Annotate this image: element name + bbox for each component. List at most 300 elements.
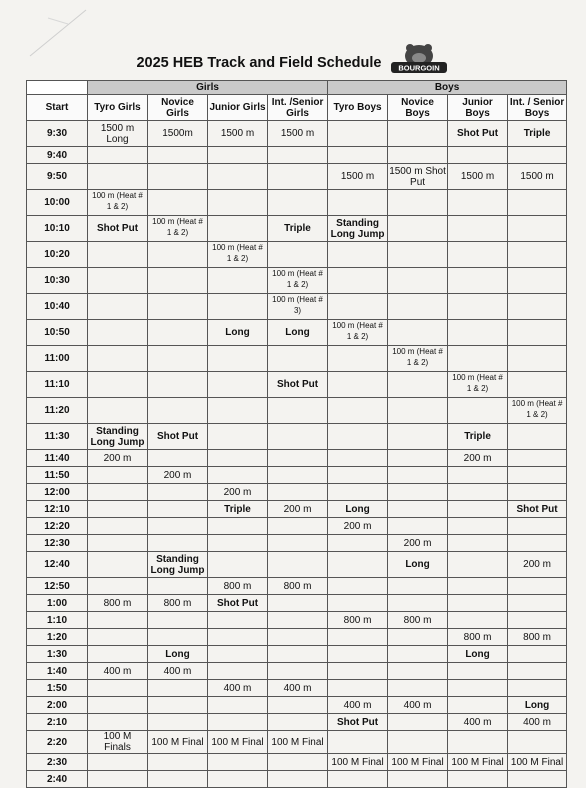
start-time-cell: 11:40 [27,450,88,467]
event-cell [508,372,567,398]
event-cell [448,771,508,788]
event-cell: Long [328,501,388,518]
table-row [27,372,567,398]
event-cell [88,242,148,268]
event-cell [268,612,328,629]
event-cell [508,578,567,595]
event-cell: 100 M Final [268,731,328,754]
start-time-cell: 1:50 [27,680,88,697]
table-row [27,535,567,552]
event-cell [328,242,388,268]
table-row [27,242,567,268]
start-time-cell: 10:20 [27,242,88,268]
start-time-cell: 10:50 [27,320,88,346]
event-cell [208,398,268,424]
event-cell [328,578,388,595]
event-cell [388,771,448,788]
col-novice-girls: Novice Girls [148,95,208,121]
event-cell [448,663,508,680]
start-time-cell: 11:10 [27,372,88,398]
event-cell [508,320,567,346]
event-cell [268,242,328,268]
event-cell: 400 m [208,680,268,697]
event-cell [448,731,508,754]
event-cell: 100 M Final [448,754,508,771]
event-cell [508,771,567,788]
event-cell [328,424,388,450]
start-time-cell: 10:40 [27,294,88,320]
event-cell: 200 m [88,450,148,467]
event-cell [88,346,148,372]
event-cell: 100 m (Heat # 1 & 2) [448,372,508,398]
event-cell [148,164,208,190]
event-cell [148,242,208,268]
event-cell [88,372,148,398]
event-cell [508,646,567,663]
start-time-cell: 1:10 [27,612,88,629]
event-cell: 1500 m Long [88,121,148,147]
event-cell: 1500 m [268,121,328,147]
event-cell [328,467,388,484]
event-cell [328,147,388,164]
event-cell: 100 M Finals [88,731,148,754]
start-time-cell: 1:30 [27,646,88,663]
event-cell [508,147,567,164]
event-cell [388,320,448,346]
event-cell [148,697,208,714]
event-cell [508,484,567,501]
start-time-cell: 2:20 [27,731,88,754]
event-cell [508,242,567,268]
start-time-cell: 2:40 [27,771,88,788]
event-cell [328,294,388,320]
event-cell [148,680,208,697]
event-cell: Long [268,320,328,346]
event-cell: Shot Put [268,372,328,398]
event-cell [208,612,268,629]
event-cell [328,190,388,216]
event-cell [148,578,208,595]
event-cell: 800 m [388,612,448,629]
event-cell: 200 m [508,552,567,578]
event-cell: Shot Put [328,714,388,731]
event-cell: Long [448,646,508,663]
start-time-cell: 12:20 [27,518,88,535]
event-cell [208,164,268,190]
event-cell [448,595,508,612]
event-cell: 400 m [448,714,508,731]
event-cell [208,629,268,646]
table-row [27,518,567,535]
event-cell [388,578,448,595]
table-row [27,680,567,697]
event-cell [268,164,328,190]
start-time-cell: 2:00 [27,697,88,714]
event-cell [328,372,388,398]
start-time-cell: 12:40 [27,552,88,578]
event-cell [328,663,388,680]
title-text: 2025 HEB Track and Field Schedule [136,55,382,71]
start-time-cell: 2:10 [27,714,88,731]
event-cell [448,147,508,164]
event-cell [88,398,148,424]
event-cell [88,467,148,484]
event-cell [448,501,508,518]
event-cell: 200 m [328,518,388,535]
event-cell [388,484,448,501]
event-cell [448,484,508,501]
event-cell [268,754,328,771]
event-cell [208,372,268,398]
schedule-table [26,80,567,788]
event-cell: Shot Put [88,216,148,242]
table-row [27,216,567,242]
event-cell: Long [388,552,448,578]
event-cell [148,294,208,320]
table-row [27,731,567,754]
event-cell: Long [208,320,268,346]
event-cell [148,629,208,646]
event-cell [388,372,448,398]
event-cell [388,714,448,731]
event-cell [208,294,268,320]
event-cell [448,578,508,595]
event-cell [508,450,567,467]
col-int-senior-girls: Int. /Senior Girls [268,95,328,121]
table-row [27,595,567,612]
col-junior-girls: Junior Girls [208,95,268,121]
event-cell [508,663,567,680]
event-cell: 1500 m Shot Put [389,165,446,188]
event-cell [208,346,268,372]
start-time-cell: 9:40 [27,147,88,164]
event-cell [508,346,567,372]
event-cell [208,535,268,552]
event-cell [508,612,567,629]
event-cell: Standing Long Jump [328,216,388,242]
event-cell [88,754,148,771]
event-cell: 100 m (Heat # 1 & 2) [88,190,148,216]
event-cell: 400 m [388,697,448,714]
event-cell [148,501,208,518]
event-cell [148,714,208,731]
table-row [27,164,567,190]
event-cell: 400 m [328,697,388,714]
event-cell: 400 m [268,680,328,697]
start-time-cell: 11:20 [27,398,88,424]
event-cell: 400 m [148,663,208,680]
event-cell [88,518,148,535]
event-cell: 200 m [448,450,508,467]
event-cell [388,398,448,424]
event-cell [448,398,508,424]
event-cell [508,294,567,320]
col-junior-boys: Junior Boys [448,95,508,121]
event-cell: Shot Put [208,595,268,612]
event-cell [268,697,328,714]
event-cell: 100 M Final [508,754,567,771]
event-cell [268,646,328,663]
event-cell [88,629,148,646]
event-cell: Long [508,697,567,714]
event-cell [388,190,448,216]
event-cell [268,595,328,612]
event-cell: 400 m [508,714,567,731]
event-cell [508,595,567,612]
table-row [27,629,567,646]
event-cell [448,697,508,714]
table-row [27,714,567,731]
col-int-senior-boys: Int. / Senior Boys [508,95,567,121]
event-cell: 800 m [148,595,208,612]
table-row [27,268,567,294]
event-cell [268,771,328,788]
event-cell [508,190,567,216]
start-time-cell: 10:00 [27,190,88,216]
event-cell [388,424,448,450]
event-cell [88,578,148,595]
event-cell [328,731,388,754]
col-start: Start [27,95,88,121]
event-cell: Shot Put [448,121,508,147]
event-cell [268,535,328,552]
event-cell: 800 m [208,578,268,595]
event-cell [268,147,328,164]
event-cell [448,680,508,697]
logo-text: BOURGOIN [397,63,440,73]
event-cell [268,484,328,501]
event-cell [508,518,567,535]
event-cell [268,346,328,372]
event-cell: Shot Put [148,424,208,450]
event-cell [268,518,328,535]
event-cell [268,629,328,646]
event-cell [388,450,448,467]
event-cell [268,190,328,216]
group-header-row [27,81,567,95]
event-cell [88,680,148,697]
event-cell [148,398,208,424]
event-cell [208,268,268,294]
event-cell: 100 M Final [148,731,208,754]
event-cell [328,268,388,294]
event-cell [88,484,148,501]
event-cell [148,346,208,372]
event-cell [448,467,508,484]
event-cell [208,190,268,216]
event-cell [148,372,208,398]
col-tyro-girls: Tyro Girls [88,95,148,121]
event-cell [388,294,448,320]
start-time-cell: 9:50 [27,164,88,190]
group-blank-cell [27,81,88,95]
table-row [27,467,567,484]
event-cell [208,754,268,771]
event-cell: 200 m [208,484,268,501]
event-cell [268,663,328,680]
event-cell [388,121,448,147]
event-cell: Triple [268,216,328,242]
event-cell [88,714,148,731]
table-row [27,578,567,595]
event-cell [208,147,268,164]
page-title [0,46,586,80]
event-cell [448,190,508,216]
bourgoin-logo-icon [388,42,450,76]
table-row [27,294,567,320]
event-cell: 1500 m [448,164,508,190]
table-row [27,484,567,501]
event-cell: 1500m [148,121,208,147]
event-cell [388,629,448,646]
table-row [27,501,567,518]
event-cell [148,535,208,552]
event-cell: 200 m [268,501,328,518]
event-cell [448,216,508,242]
event-cell: Standing Long Jump [88,424,148,450]
event-cell [328,680,388,697]
start-time-cell: 11:30 [27,424,88,450]
event-cell: 200 m [388,535,448,552]
event-cell [88,612,148,629]
start-time-cell: 12:10 [27,501,88,518]
table-row [27,147,567,164]
table-row [27,754,567,771]
event-cell [88,552,148,578]
event-cell: Triple [448,424,508,450]
event-cell [388,595,448,612]
event-cell [388,268,448,294]
event-cell [208,552,268,578]
event-cell [208,663,268,680]
start-time-cell: 10:10 [27,216,88,242]
event-cell [388,501,448,518]
event-cell [328,771,388,788]
event-cell: 1500 m [508,164,567,190]
event-cell [208,646,268,663]
start-time-cell: 9:30 [27,121,88,147]
event-cell: Standing Long Jump [148,552,208,578]
event-cell [208,518,268,535]
event-cell [508,535,567,552]
event-cell [508,268,567,294]
event-cell: 100 m (Heat # 1 & 2) [388,346,448,372]
event-cell [88,164,148,190]
event-cell: 100 m (Heat # 3) [268,294,328,320]
start-time-cell: 11:50 [27,467,88,484]
event-cell [88,268,148,294]
event-cell: Triple [208,501,268,518]
event-cell: 100 M Final [328,754,388,771]
event-cell: Shot Put [508,501,567,518]
table-row [27,552,567,578]
start-time-cell: 10:30 [27,268,88,294]
event-cell [388,646,448,663]
event-cell [268,467,328,484]
table-row [27,663,567,680]
event-cell [388,731,448,754]
event-cell [208,771,268,788]
event-cell [508,424,567,450]
event-cell [268,714,328,731]
start-time-cell: 12:00 [27,484,88,501]
event-cell [148,518,208,535]
event-cell: Long [148,646,208,663]
event-cell [208,450,268,467]
event-cell: 100 M Final [388,754,448,771]
event-cell [388,680,448,697]
start-time-cell: 1:20 [27,629,88,646]
event-cell [328,552,388,578]
table-row [27,771,567,788]
event-cell [88,147,148,164]
event-cell [388,147,448,164]
table-row [27,612,567,629]
event-cell [448,518,508,535]
event-cell [208,697,268,714]
event-cell [448,242,508,268]
event-cell [328,450,388,467]
table-row [27,121,567,147]
event-cell [88,697,148,714]
event-cell: 800 m [448,629,508,646]
event-cell [208,216,268,242]
event-cell [388,518,448,535]
event-cell: 100 m (Heat # 1 & 2) [148,216,208,242]
event-cell [148,450,208,467]
start-time-cell: 12:50 [27,578,88,595]
event-cell [148,320,208,346]
event-cell [148,754,208,771]
event-cell [328,629,388,646]
table-row [27,346,567,372]
event-cell [88,320,148,346]
event-cell [328,346,388,372]
event-cell: 1500 m [328,164,388,190]
start-time-cell: 1:00 [27,595,88,612]
event-cell [148,484,208,501]
event-cell [148,190,208,216]
start-time-cell: 12:30 [27,535,88,552]
event-cell [448,294,508,320]
table-row [27,424,567,450]
event-cell: 1500 m [208,121,268,147]
event-cell [148,612,208,629]
event-cell: 100 m (Heat # 1 & 2) [208,242,268,268]
event-cell [508,731,567,754]
event-cell [88,294,148,320]
event-cell: Triple [508,121,567,147]
event-cell [268,552,328,578]
start-time-cell: 2:30 [27,754,88,771]
group-boys: Boys [328,81,567,95]
event-cell [448,612,508,629]
start-time-cell: 11:00 [27,346,88,372]
event-cell [148,147,208,164]
event-cell [208,424,268,450]
schedule-body [27,121,567,788]
event-cell: 100 m (Heat # 1 & 2) [508,398,567,424]
event-cell [88,501,148,518]
event-cell: 800 m [268,578,328,595]
event-cell [448,346,508,372]
table-row [27,697,567,714]
event-cell [508,467,567,484]
event-cell [208,467,268,484]
event-cell [448,320,508,346]
group-girls: Girls [88,81,328,95]
event-cell [328,595,388,612]
